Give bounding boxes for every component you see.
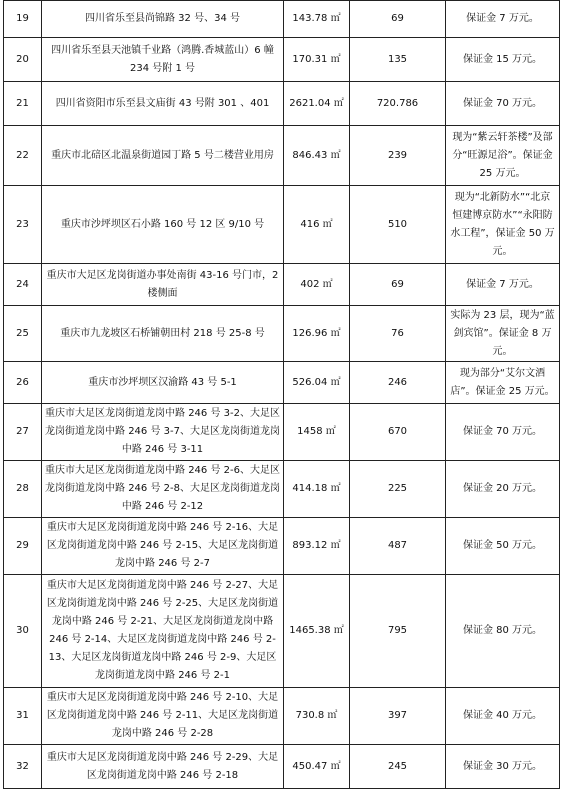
row-number: 32 (4, 745, 42, 789)
table-row (4, 82, 560, 126)
property-note: 保证金 7 万元。 (446, 264, 560, 306)
table-row (4, 186, 560, 264)
property-note: 保证金 50 万元。 (446, 518, 560, 575)
property-note: 保证金 70 万元。 (446, 404, 560, 461)
row-number: 24 (4, 264, 42, 306)
property-area: 402 ㎡ (284, 264, 350, 306)
property-note: 保证金 70 万元。 (446, 82, 560, 126)
property-table (3, 0, 560, 789)
row-number: 23 (4, 186, 42, 264)
property-area: 450.47 ㎡ (284, 745, 350, 789)
table-row (4, 461, 560, 518)
table-row (4, 688, 560, 745)
row-number: 20 (4, 38, 42, 82)
property-note: 现为部分“艾尔文酒店”。保证金 25 万元。 (446, 362, 560, 404)
property-area: 414.18 ㎡ (284, 461, 350, 518)
table-row (4, 575, 560, 688)
property-address: 重庆市大足区龙岗街道龙岗中路 246 号 2-16、大足区龙岗街道龙岗中路 246 号 2-15、大足区龙岗街道龙岗中路 246 号 2-7 (42, 518, 284, 575)
property-note: 保证金 7 万元。 (446, 1, 560, 38)
property-area: 2621.04 ㎡ (284, 82, 350, 126)
property-note: 现为“北新防水”“北京恒建博京防水”“永阳防水工程”，保证金 50 万元。 (446, 186, 560, 264)
property-address: 重庆市大足区龙岗街道龙岗中路 246 号 3-2、大足区龙岗街道龙岗中路 246 号 3-7、大足区龙岗街道龙岗中路 246 号 3-11 (42, 404, 284, 461)
property-area: 143.78 ㎡ (284, 1, 350, 38)
property-value: 245 (350, 745, 446, 789)
property-address: 重庆市北碚区北温泉街道园丁路 5 号二楼营业用房 (42, 126, 284, 186)
property-value: 720.786 (350, 82, 446, 126)
property-note: 实际为 23 层，现为“蓝剑宾馆”。保证金 8 万元。 (446, 306, 560, 362)
row-number: 27 (4, 404, 42, 461)
property-value: 510 (350, 186, 446, 264)
property-address: 重庆市大足区龙岗街道龙岗中路 246 号 2-29、大足区龙岗街道龙岗中路 246 号 2-18 (42, 745, 284, 789)
property-area: 526.04 ㎡ (284, 362, 350, 404)
property-value: 69 (350, 264, 446, 306)
property-address: 重庆市沙坪坝区汉渝路 43 号 5-1 (42, 362, 284, 404)
row-number: 21 (4, 82, 42, 126)
row-number: 28 (4, 461, 42, 518)
property-area: 893.12 ㎡ (284, 518, 350, 575)
row-number: 25 (4, 306, 42, 362)
row-number: 22 (4, 126, 42, 186)
property-value: 69 (350, 1, 446, 38)
table-row (4, 1, 560, 38)
property-note: 保证金 80 万元。 (446, 575, 560, 688)
property-address: 重庆市大足区龙岗街道龙岗中路 246 号 2-6、大足区龙岗街道龙岗中路 246 号 2-8、大足区龙岗街道龙岗中路 246 号 2-12 (42, 461, 284, 518)
table-row (4, 362, 560, 404)
property-note: 保证金 20 万元。 (446, 461, 560, 518)
table-row (4, 404, 560, 461)
table-row (4, 126, 560, 186)
property-address: 四川省乐至县天池镇千业路（鸿腾.香城蓝山）6 幢 234 号附 1 号 (42, 38, 284, 82)
property-note: 保证金 40 万元。 (446, 688, 560, 745)
property-area: 170.31 ㎡ (284, 38, 350, 82)
property-area: 730.8 ㎡ (284, 688, 350, 745)
property-note: 现为“紫云轩茶楼”及部分“旺源足浴”。保证金 25 万元。 (446, 126, 560, 186)
property-value: 246 (350, 362, 446, 404)
property-address: 四川省乐至县尚锦路 32 号、34 号 (42, 1, 284, 38)
property-address: 重庆市九龙坡区石桥铺朝田村 218 号 25-8 号 (42, 306, 284, 362)
property-address: 重庆市沙坪坝区石小路 160 号 12 区 9/10 号 (42, 186, 284, 264)
property-note: 保证金 15 万元。 (446, 38, 560, 82)
property-address: 四川省资阳市乐至县文庙街 43 号附 301 、401 (42, 82, 284, 126)
property-address: 重庆市大足区龙岗街道办事处南街 43-16 号门市，2 楼侧面 (42, 264, 284, 306)
property-value: 135 (350, 38, 446, 82)
property-value: 487 (350, 518, 446, 575)
table-row (4, 306, 560, 362)
row-number: 29 (4, 518, 42, 575)
property-note: 保证金 30 万元。 (446, 745, 560, 789)
property-value: 670 (350, 404, 446, 461)
property-area: 1458 ㎡ (284, 404, 350, 461)
property-value: 795 (350, 575, 446, 688)
property-area: 1465.38 ㎡ (284, 575, 350, 688)
property-value: 397 (350, 688, 446, 745)
table-row (4, 518, 560, 575)
table-row (4, 38, 560, 82)
property-area: 846.43 ㎡ (284, 126, 350, 186)
property-area: 416 ㎡ (284, 186, 350, 264)
row-number: 19 (4, 1, 42, 38)
table-row (4, 264, 560, 306)
row-number: 30 (4, 575, 42, 688)
property-value: 76 (350, 306, 446, 362)
row-number: 31 (4, 688, 42, 745)
property-area: 126.96 ㎡ (284, 306, 350, 362)
property-address: 重庆市大足区龙岗街道龙岗中路 246 号 2-10、大足区龙岗街道龙岗中路 246 号 2-11、大足区龙岗街道龙岗中路 246 号 2-28 (42, 688, 284, 745)
table-row (4, 745, 560, 789)
property-address: 重庆市大足区龙岗街道龙岗中路 246 号 2-27、大足区龙岗街道龙岗中路 246 号 2-25、大足区龙岗街道龙岗中路 246 号 2-21、大足区龙岗街道龙岗中路 246 号 2-14、大足区龙岗街道龙岗中路 246 号 2-13、大足区龙岗街道龙岗中路 246 号 2-9、大足区龙岗街道龙岗中路 246 号 2-1 (42, 575, 284, 688)
row-number: 26 (4, 362, 42, 404)
property-value: 225 (350, 461, 446, 518)
property-value: 239 (350, 126, 446, 186)
